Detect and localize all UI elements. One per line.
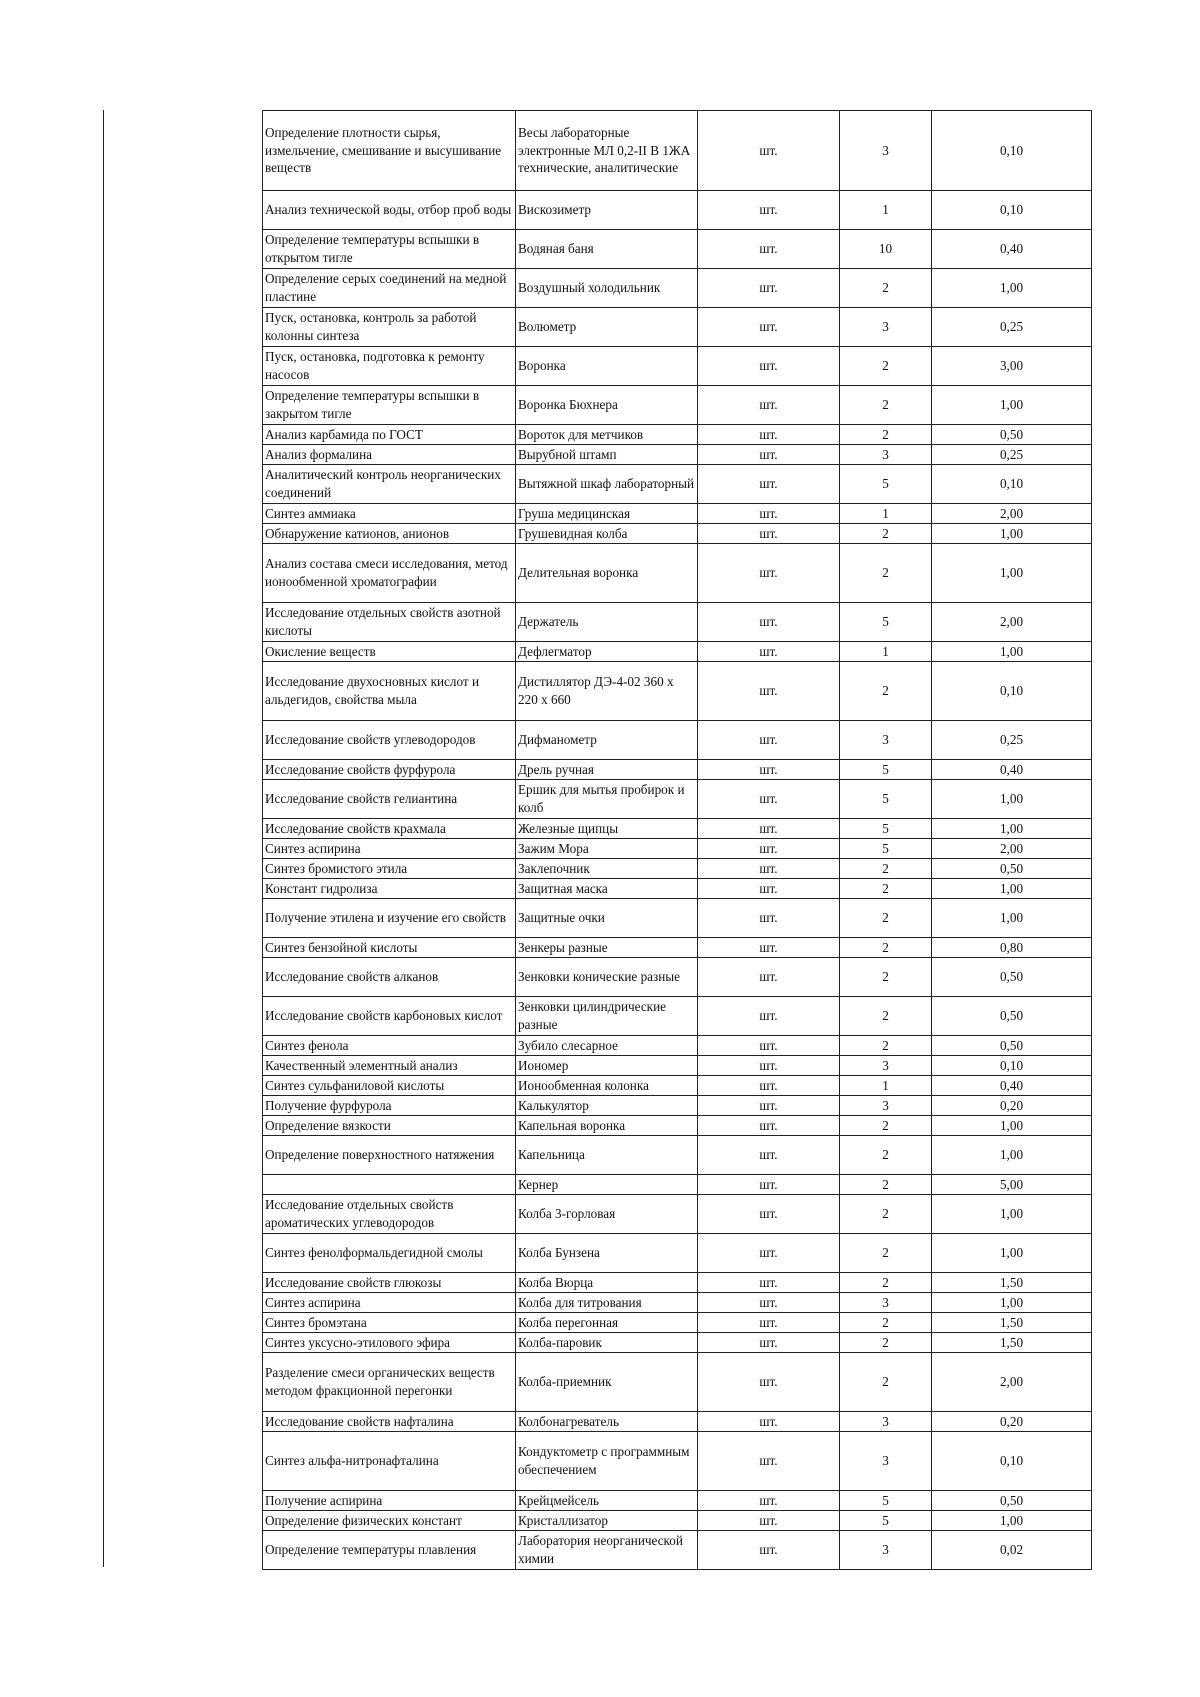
unit-cell: шт. <box>698 958 840 997</box>
unit-cell: шт. <box>698 1234 840 1273</box>
value-cell: 2,00 <box>932 603 1092 642</box>
equipment-cell: Колба перегонная <box>516 1313 698 1333</box>
value-cell: 0,02 <box>932 1531 1092 1570</box>
work-cell: Окисление веществ <box>263 642 516 662</box>
quantity-cell: 5 <box>840 819 932 839</box>
work-cell: Синтез аспирина <box>263 1293 516 1313</box>
work-cell: Определение вязкости <box>263 1116 516 1136</box>
work-cell: Анализ состава смеси исследования, метод ионообменной хроматографии <box>263 544 516 603</box>
equipment-cell: Заклепочник <box>516 859 698 879</box>
quantity-cell: 2 <box>840 1313 932 1333</box>
work-cell: Синтез аммиака <box>263 504 516 524</box>
work-cell: Анализ технической воды, отбор проб воды <box>263 191 516 230</box>
equipment-cell: Вытяжной шкаф лабораторный <box>516 465 698 504</box>
value-cell: 0,50 <box>932 425 1092 445</box>
unit-cell: шт. <box>698 879 840 899</box>
work-cell: Исследование свойств алканов <box>263 958 516 997</box>
work-cell: Получение аспирина <box>263 1491 516 1511</box>
table-row <box>263 1491 1092 1511</box>
table-row <box>263 504 1092 524</box>
unit-cell: шт. <box>698 1491 840 1511</box>
value-cell: 1,00 <box>932 1136 1092 1175</box>
table-row <box>263 879 1092 899</box>
equipment-cell: Колба 3-горловая <box>516 1195 698 1234</box>
unit-cell: шт. <box>698 425 840 445</box>
value-cell: 1,00 <box>932 1234 1092 1273</box>
table-row <box>263 1076 1092 1096</box>
work-cell: Исследование свойств крахмала <box>263 819 516 839</box>
equipment-cell: Водяная баня <box>516 230 698 269</box>
left-margin-rule <box>103 110 104 1567</box>
equipment-cell: Колба для титрования <box>516 1293 698 1313</box>
unit-cell: шт. <box>698 445 840 465</box>
equipment-cell: Зенковки конические разные <box>516 958 698 997</box>
unit-cell: шт. <box>698 347 840 386</box>
work-cell: Синтез аспирина <box>263 839 516 859</box>
equipment-cell: Крейцмейсель <box>516 1491 698 1511</box>
value-cell: 1,00 <box>932 1293 1092 1313</box>
quantity-cell: 3 <box>840 308 932 347</box>
equipment-cell: Колба Вюрца <box>516 1273 698 1293</box>
quantity-cell: 2 <box>840 997 932 1036</box>
table-row <box>263 1136 1092 1175</box>
equipment-cell: Кристаллизатор <box>516 1511 698 1531</box>
table-row <box>263 938 1092 958</box>
value-cell: 0,50 <box>932 997 1092 1036</box>
table-row <box>263 603 1092 642</box>
work-cell: Определение температуры вспышки в закрытом тигле <box>263 386 516 425</box>
equipment-cell: Держатель <box>516 603 698 642</box>
unit-cell: шт. <box>698 1313 840 1333</box>
unit-cell: шт. <box>698 938 840 958</box>
value-cell: 0,10 <box>932 1056 1092 1076</box>
quantity-cell: 3 <box>840 721 932 760</box>
value-cell: 0,20 <box>932 1412 1092 1432</box>
quantity-cell: 3 <box>840 1531 932 1570</box>
table-row <box>263 899 1092 938</box>
work-cell: Исследование двухосновных кислот и альдегидов, свойства мыла <box>263 662 516 721</box>
unit-cell: шт. <box>698 1273 840 1293</box>
work-cell: Синтез бензойной кислоты <box>263 938 516 958</box>
quantity-cell: 5 <box>840 603 932 642</box>
value-cell: 0,10 <box>932 111 1092 191</box>
value-cell: 0,40 <box>932 230 1092 269</box>
quantity-cell: 3 <box>840 445 932 465</box>
equipment-cell: Кернер <box>516 1175 698 1195</box>
quantity-cell: 2 <box>840 544 932 603</box>
table-row <box>263 1432 1092 1491</box>
unit-cell: шт. <box>698 269 840 308</box>
quantity-cell: 2 <box>840 859 932 879</box>
work-cell: Пуск, остановка, контроль за работой колонны синтеза <box>263 308 516 347</box>
work-cell: Определение температуры вспышки в открытом тигле <box>263 230 516 269</box>
unit-cell: шт. <box>698 191 840 230</box>
value-cell: 1,00 <box>932 1195 1092 1234</box>
value-cell: 5,00 <box>932 1175 1092 1195</box>
unit-cell: шт. <box>698 899 840 938</box>
unit-cell: шт. <box>698 1076 840 1096</box>
value-cell: 0,50 <box>932 1036 1092 1056</box>
value-cell: 0,50 <box>932 859 1092 879</box>
work-cell: Синтез бромэтана <box>263 1313 516 1333</box>
equipment-cell: Зажим Мора <box>516 839 698 859</box>
work-cell: Анализ формалина <box>263 445 516 465</box>
value-cell: 1,00 <box>932 269 1092 308</box>
value-cell: 0,25 <box>932 308 1092 347</box>
quantity-cell: 2 <box>840 1116 932 1136</box>
table-row <box>263 1412 1092 1432</box>
value-cell: 0,10 <box>932 662 1092 721</box>
quantity-cell: 2 <box>840 1273 932 1293</box>
value-cell: 0,50 <box>932 1491 1092 1511</box>
quantity-cell: 10 <box>840 230 932 269</box>
table-row <box>263 1056 1092 1076</box>
equipment-cell: Защитная маска <box>516 879 698 899</box>
equipment-cell: Ершик для мытья пробирок и колб <box>516 780 698 819</box>
equipment-cell: Делительная воронка <box>516 544 698 603</box>
unit-cell: шт. <box>698 662 840 721</box>
table-row <box>263 1234 1092 1273</box>
table-row <box>263 191 1092 230</box>
equipment-cell: Лаборатория неорганической химии <box>516 1531 698 1570</box>
work-cell: Констант гидролиза <box>263 879 516 899</box>
work-cell <box>263 1175 516 1195</box>
equipment-cell: Вырубной штамп <box>516 445 698 465</box>
work-cell: Определение температуры плавления <box>263 1531 516 1570</box>
work-cell: Синтез фенола <box>263 1036 516 1056</box>
table-row <box>263 1036 1092 1056</box>
unit-cell: шт. <box>698 308 840 347</box>
equipment-cell: Иономер <box>516 1056 698 1076</box>
quantity-cell: 3 <box>840 1432 932 1491</box>
table-row <box>263 1353 1092 1412</box>
quantity-cell: 5 <box>840 465 932 504</box>
work-cell: Исследование свойств гелиантина <box>263 780 516 819</box>
value-cell: 0,25 <box>932 445 1092 465</box>
quantity-cell: 3 <box>840 1056 932 1076</box>
value-cell: 1,00 <box>932 524 1092 544</box>
unit-cell: шт. <box>698 544 840 603</box>
unit-cell: шт. <box>698 1116 840 1136</box>
equipment-cell: Воздушный холодильник <box>516 269 698 308</box>
quantity-cell: 2 <box>840 662 932 721</box>
table-row <box>263 1273 1092 1293</box>
table-row <box>263 1175 1092 1195</box>
value-cell: 0,80 <box>932 938 1092 958</box>
equipment-cell: Колба-приемник <box>516 1353 698 1412</box>
unit-cell: шт. <box>698 997 840 1036</box>
equipment-cell: Капельница <box>516 1136 698 1175</box>
work-cell: Определение плотности сырья, измельчение, смешивание и высушивание веществ <box>263 111 516 191</box>
value-cell: 1,00 <box>932 642 1092 662</box>
value-cell: 0,50 <box>932 958 1092 997</box>
unit-cell: шт. <box>698 1056 840 1076</box>
quantity-cell: 2 <box>840 899 932 938</box>
quantity-cell: 2 <box>840 524 932 544</box>
quantity-cell: 3 <box>840 1412 932 1432</box>
work-cell: Исследование свойств карбоновых кислот <box>263 997 516 1036</box>
value-cell: 1,00 <box>932 780 1092 819</box>
work-cell: Анализ карбамида по ГОСТ <box>263 425 516 445</box>
unit-cell: шт. <box>698 1531 840 1570</box>
unit-cell: шт. <box>698 386 840 425</box>
value-cell: 0,10 <box>932 465 1092 504</box>
equipment-cell: Зубило слесарное <box>516 1036 698 1056</box>
value-cell: 3,00 <box>932 347 1092 386</box>
table-row <box>263 642 1092 662</box>
equipment-cell: Ионообменная колонка <box>516 1076 698 1096</box>
work-cell: Исследование свойств углеводородов <box>263 721 516 760</box>
value-cell: 1,00 <box>932 879 1092 899</box>
work-cell: Исследование отдельных свойств азотной кислоты <box>263 603 516 642</box>
unit-cell: шт. <box>698 111 840 191</box>
quantity-cell: 1 <box>840 191 932 230</box>
value-cell: 0,40 <box>932 760 1092 780</box>
quantity-cell: 2 <box>840 1353 932 1412</box>
table-row <box>263 524 1092 544</box>
value-cell: 2,00 <box>932 839 1092 859</box>
unit-cell: шт. <box>698 504 840 524</box>
quantity-cell: 2 <box>840 347 932 386</box>
equipment-cell: Колба Бунзена <box>516 1234 698 1273</box>
equipment-table <box>262 110 1092 1570</box>
table-row <box>263 111 1092 191</box>
unit-cell: шт. <box>698 642 840 662</box>
table-row <box>263 425 1092 445</box>
value-cell: 0,25 <box>932 721 1092 760</box>
equipment-cell: Волюметр <box>516 308 698 347</box>
work-cell: Определение физических констант <box>263 1511 516 1531</box>
value-cell: 0,10 <box>932 1432 1092 1491</box>
equipment-cell: Грушевидная колба <box>516 524 698 544</box>
table-row <box>263 1313 1092 1333</box>
equipment-table-body <box>263 111 1092 1570</box>
equipment-cell: Весы лабораторные электронные МЛ 0,2-II В 1ЖА технические, аналитические <box>516 111 698 191</box>
table-row <box>263 308 1092 347</box>
equipment-cell: Калькулятор <box>516 1096 698 1116</box>
quantity-cell: 5 <box>840 760 932 780</box>
work-cell: Синтез уксусно-этилового эфира <box>263 1333 516 1353</box>
quantity-cell: 5 <box>840 1511 932 1531</box>
equipment-cell: Вискозиметр <box>516 191 698 230</box>
equipment-cell: Зенковки цилиндрические разные <box>516 997 698 1036</box>
value-cell: 1,00 <box>932 386 1092 425</box>
work-cell: Получение этилена и изучение его свойств <box>263 899 516 938</box>
quantity-cell: 2 <box>840 938 932 958</box>
equipment-cell: Вороток для метчиков <box>516 425 698 445</box>
unit-cell: шт. <box>698 819 840 839</box>
equipment-cell: Колба-паровик <box>516 1333 698 1353</box>
unit-cell: шт. <box>698 1432 840 1491</box>
equipment-cell: Дрель ручная <box>516 760 698 780</box>
work-cell: Исследование отдельных свойств ароматических углеводородов <box>263 1195 516 1234</box>
table-row <box>263 347 1092 386</box>
table-row <box>263 1116 1092 1136</box>
value-cell: 0,20 <box>932 1096 1092 1116</box>
quantity-cell: 3 <box>840 111 932 191</box>
quantity-cell: 5 <box>840 839 932 859</box>
quantity-cell: 1 <box>840 642 932 662</box>
table-row <box>263 819 1092 839</box>
work-cell: Аналитический контроль неорганических соединений <box>263 465 516 504</box>
unit-cell: шт. <box>698 1036 840 1056</box>
equipment-cell: Железные щипцы <box>516 819 698 839</box>
table-row <box>263 1195 1092 1234</box>
work-cell: Исследование свойств нафталина <box>263 1412 516 1432</box>
work-cell: Синтез сульфаниловой кислоты <box>263 1076 516 1096</box>
work-cell: Синтез фенолформальдегидной смолы <box>263 1234 516 1273</box>
table-row <box>263 859 1092 879</box>
work-cell: Исследование свойств глюкозы <box>263 1273 516 1293</box>
table-row <box>263 780 1092 819</box>
table-row <box>263 1511 1092 1531</box>
equipment-cell: Колбонагреватель <box>516 1412 698 1432</box>
work-cell: Исследование свойств фурфурола <box>263 760 516 780</box>
unit-cell: шт. <box>698 1511 840 1531</box>
table-row <box>263 386 1092 425</box>
table-row <box>263 1096 1092 1116</box>
work-cell: Определение поверхностного натяжения <box>263 1136 516 1175</box>
quantity-cell: 2 <box>840 1234 932 1273</box>
equipment-cell: Защитные очки <box>516 899 698 938</box>
work-cell: Обнаружение катионов, анионов <box>263 524 516 544</box>
unit-cell: шт. <box>698 839 840 859</box>
table-row <box>263 760 1092 780</box>
unit-cell: шт. <box>698 760 840 780</box>
quantity-cell: 3 <box>840 1096 932 1116</box>
quantity-cell: 2 <box>840 269 932 308</box>
quantity-cell: 2 <box>840 1036 932 1056</box>
quantity-cell: 2 <box>840 425 932 445</box>
equipment-cell: Кондуктометр с программным обеспечением <box>516 1432 698 1491</box>
table-row <box>263 839 1092 859</box>
work-cell: Качественный элементный анализ <box>263 1056 516 1076</box>
equipment-cell: Дефлегматор <box>516 642 698 662</box>
equipment-cell: Дистиллятор ДЭ-4-02 360 х 220 х 660 <box>516 662 698 721</box>
quantity-cell: 2 <box>840 1175 932 1195</box>
value-cell: 1,00 <box>932 899 1092 938</box>
table-row <box>263 465 1092 504</box>
value-cell: 1,00 <box>932 1116 1092 1136</box>
quantity-cell: 3 <box>840 1293 932 1313</box>
table-row <box>263 269 1092 308</box>
unit-cell: шт. <box>698 859 840 879</box>
unit-cell: шт. <box>698 465 840 504</box>
value-cell: 2,00 <box>932 1353 1092 1412</box>
unit-cell: шт. <box>698 1293 840 1313</box>
equipment-cell: Воронка <box>516 347 698 386</box>
value-cell: 1,50 <box>932 1333 1092 1353</box>
unit-cell: шт. <box>698 1412 840 1432</box>
value-cell: 1,50 <box>932 1273 1092 1293</box>
table-row <box>263 230 1092 269</box>
work-cell: Синтез бромистого этила <box>263 859 516 879</box>
table-row <box>263 958 1092 997</box>
unit-cell: шт. <box>698 230 840 269</box>
quantity-cell: 2 <box>840 1136 932 1175</box>
quantity-cell: 2 <box>840 879 932 899</box>
value-cell: 1,00 <box>932 544 1092 603</box>
quantity-cell: 5 <box>840 1491 932 1511</box>
work-cell: Получение фурфурола <box>263 1096 516 1116</box>
work-cell: Синтез альфа-нитронафталина <box>263 1432 516 1491</box>
unit-cell: шт. <box>698 524 840 544</box>
unit-cell: шт. <box>698 603 840 642</box>
equipment-cell: Зенкеры разные <box>516 938 698 958</box>
value-cell: 2,00 <box>932 504 1092 524</box>
work-cell: Разделение смеси органических веществ методом фракционной перегонки <box>263 1353 516 1412</box>
value-cell: 0,10 <box>932 191 1092 230</box>
quantity-cell: 1 <box>840 1076 932 1096</box>
table-row <box>263 721 1092 760</box>
equipment-cell: Капельная воронка <box>516 1116 698 1136</box>
table-row <box>263 1531 1092 1570</box>
unit-cell: шт. <box>698 780 840 819</box>
table-row <box>263 445 1092 465</box>
quantity-cell: 2 <box>840 1333 932 1353</box>
quantity-cell: 5 <box>840 780 932 819</box>
quantity-cell: 1 <box>840 504 932 524</box>
value-cell: 1,00 <box>932 1511 1092 1531</box>
table-row <box>263 544 1092 603</box>
quantity-cell: 2 <box>840 1195 932 1234</box>
work-cell: Пуск, остановка, подготовка к ремонту насосов <box>263 347 516 386</box>
unit-cell: шт. <box>698 1175 840 1195</box>
unit-cell: шт. <box>698 1333 840 1353</box>
unit-cell: шт. <box>698 1096 840 1116</box>
table-row <box>263 1333 1092 1353</box>
value-cell: 1,00 <box>932 819 1092 839</box>
unit-cell: шт. <box>698 1136 840 1175</box>
quantity-cell: 2 <box>840 958 932 997</box>
unit-cell: шт. <box>698 1353 840 1412</box>
equipment-cell: Воронка Бюхнера <box>516 386 698 425</box>
equipment-cell: Дифманометр <box>516 721 698 760</box>
unit-cell: шт. <box>698 1195 840 1234</box>
table-row <box>263 1293 1092 1313</box>
table-row <box>263 662 1092 721</box>
value-cell: 0,40 <box>932 1076 1092 1096</box>
value-cell: 1,50 <box>932 1313 1092 1333</box>
unit-cell: шт. <box>698 721 840 760</box>
table-row <box>263 997 1092 1036</box>
work-cell: Определение серых соединений на медной пластине <box>263 269 516 308</box>
quantity-cell: 2 <box>840 386 932 425</box>
equipment-cell: Груша медицинская <box>516 504 698 524</box>
